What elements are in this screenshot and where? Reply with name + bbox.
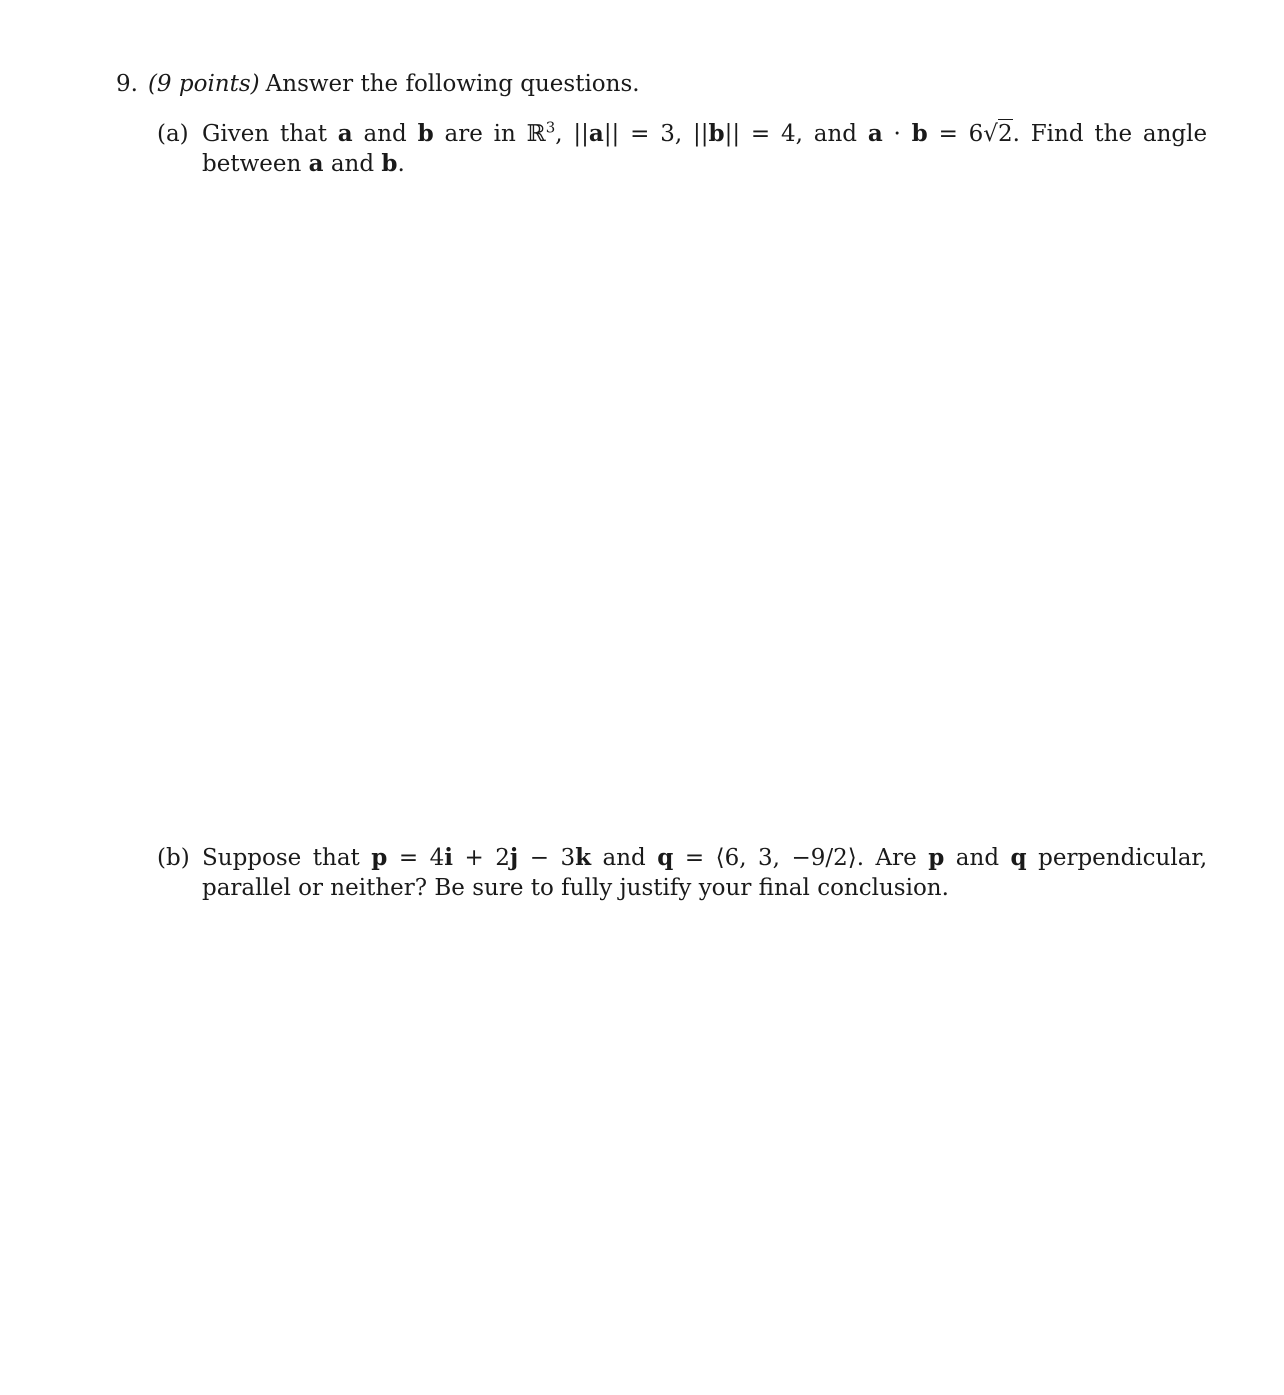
problem-points: (9 points)	[147, 71, 260, 97]
part-b	[157, 843, 1207, 903]
problem-header	[116, 68, 640, 100]
part-b-text	[202, 843, 1207, 903]
part-b-label: (b)	[157, 845, 190, 871]
part-b-question: Suppose that p = 4i + 2j − 3k and q = ⟨6, 3, −9/2⟩. Are p and q perpendicular, parallel or neither? Be sure to fully justify your final conclusion.	[202, 844, 1208, 901]
problem-number: 9.	[116, 71, 138, 97]
part-a-text	[202, 119, 1207, 179]
part-a	[157, 119, 1207, 179]
part-a-question: Given that a and b are in ℝ$^3$, ||a|| = 3, ||b|| = 4, and a · b = 6√2. Find the angle between a and b.	[202, 118, 1208, 177]
part-a-label: (a)	[157, 121, 189, 147]
problem-instruction: Answer the following questions.	[265, 71, 640, 97]
